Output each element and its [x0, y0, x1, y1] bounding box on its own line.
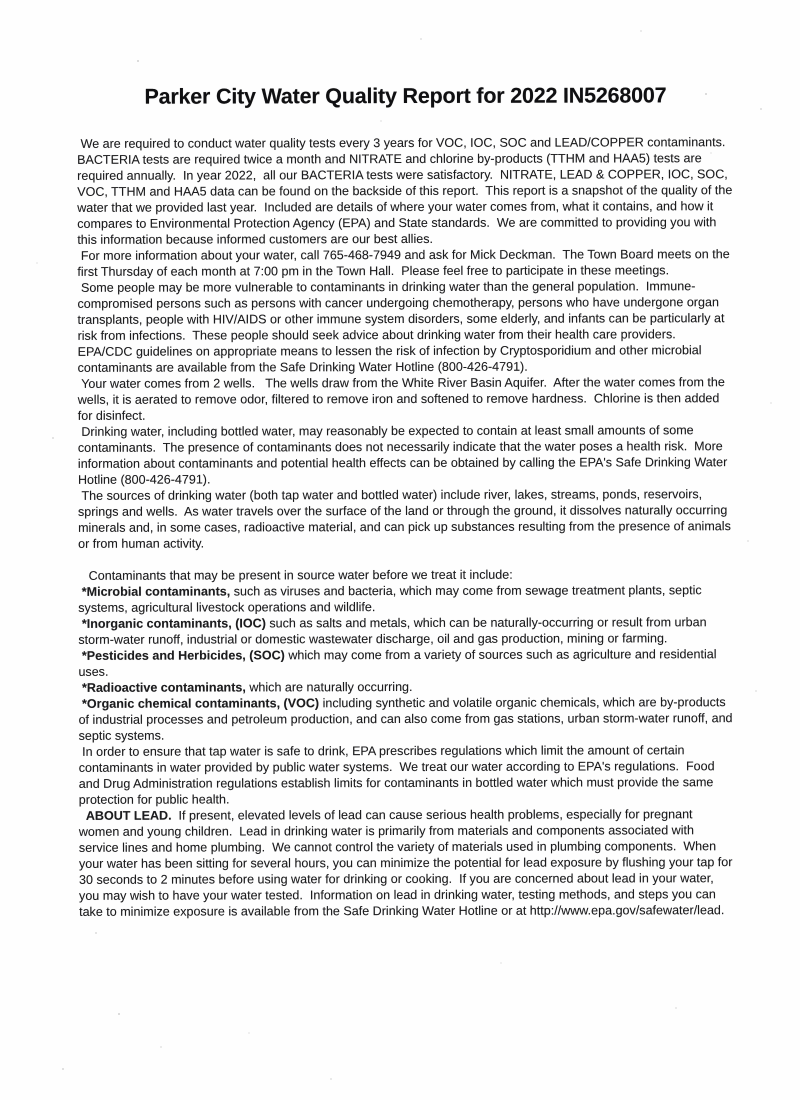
paragraph-segment-bold: *Pesticides and Herbicides, (SOC)	[78, 648, 285, 663]
paragraph	[78, 374, 735, 424]
paragraph	[79, 694, 736, 744]
paragraph-segment: Your water comes from 2 wells. The wells draw from the White River Basin Aquifer. After the water comes from the wells, it is aerated to remove odor, filtered to remove iron and softened to remove hardness. Chlorine is then added for disinfect.	[77, 375, 729, 423]
paragraph	[78, 646, 735, 680]
paragraph-segment: such as salts and metals, which can be naturally-occurring or result from urban storm-water runoff, industrial or domestic wastewater discharge, oil and gas production, mining or farming.	[78, 615, 711, 647]
paragraph-segment-bold: *Microbial contaminants,	[78, 584, 231, 599]
paragraph	[78, 566, 735, 584]
page-title: Parker City Water Quality Report for 2022 IN5268007	[144, 83, 667, 109]
paragraph	[78, 582, 735, 616]
paragraph-segment: which are naturally occurring.	[245, 679, 413, 695]
paragraph-segment-bold: ABOUT LEAD.	[78, 808, 172, 823]
paragraph-segment-bold: *Inorganic contaminants, (IOC)	[78, 616, 266, 631]
paragraph-segment: Contaminants that may be present in source water before we treat it include:	[78, 567, 513, 583]
paragraph-segment-bold: *Radioactive contaminants,	[78, 680, 246, 695]
paragraph	[77, 246, 734, 280]
paragraph	[79, 806, 736, 920]
paragraph	[78, 422, 735, 488]
paragraph-segment-bold: *Organic chemical contaminants, (VOC)	[78, 696, 320, 711]
paragraph	[78, 486, 735, 552]
paragraph	[78, 678, 735, 696]
paragraph-segment: For more information about your water, call 765-468-7949 and ask for Mick Deckman. The Town Board meets on the first Thursday of each month at 7:00 pm in the Town Hall. Please feel free to participate in these meetings.	[77, 247, 734, 279]
paragraph-segment: We are required to conduct water quality tests every 3 years for VOC, IOC, SOC and LEAD/COPPER contaminants. BACTERIA tests are required twice a month and NITRATE and chlorine by-products (TTHM and HAA5) tests are required annually. In year 2022, all our BACTERIA tests were satisfactory. NITRATE, LEAD & COPPER, IOC, SOC, VOC, TTHM and HAA5 data can be found on the backside of this report. This report is a snapshot of the quality of the water that we provided last year. Included are details of where your water comes from, what it contains, and how it compares to Environmental Protection Agency (EPA) and State standards. We are committed to providing you with this information because informed customers are our best allies.	[77, 135, 736, 247]
paragraph-segment: If present, elevated levels of lead can cause serious health problems, especially for pregnant women and young children. Lead in drinking water is primarily from materials and components associated with service lines and home plumbing. We cannot control the variety of materials used in plumbing components. When your water has been sitting for several hours, you can minimize the potential for lead exposure by flushing your tap for 30 seconds to 2 minutes before using water for drinking or cooking. If you are concerned about lead in your water, you may wish to have your water tested. Information on lead in drinking water, testing methods, and steps you can take to minimize exposure is available from the Safe Drinking Water Hotline or at http://www.epa.gov/safewater/lead.	[78, 807, 736, 919]
paragraph-segment: Drinking water, including bottled water, may reasonably be expected to contain at least small amounts of some contaminants. The presence of contaminants does not necessarily indicate that the water poses a health risk. More information about contaminants and potential health effects can be obtained by calling the EPA's Safe Drinking Water Hotline (800-426-4791).	[77, 423, 731, 487]
paragraph	[79, 742, 736, 808]
paragraph-segment: including synthetic and volatile organic chemicals, which are by-products of industrial processes and petroleum production, and can also come from gas stations, urban storm-water runoff, and septic systems.	[78, 695, 737, 743]
paragraph-segment: In order to ensure that tap water is safe to drink, EPA prescribes regulations which limit the amount of certain contaminants in water provided by public water systems. We treat our water according to EPA's regulations. Food and Drug Administration regulations establish limits for contaminants in bottled water which must provide the same protection for public health.	[78, 743, 719, 807]
paragraph-segment: The sources of drinking water (both tap water and bottled water) include river, lakes, streams, ponds, reservoirs, springs and wells. As water travels over the surface of the land or through the ground, it dissolves naturally occurring minerals and, in some cases, radioactive material, and can pick up substances resulting from the presence of animals or from human activity.	[77, 487, 735, 551]
paragraph-segment: such as viruses and bacteria, which may come from sewage treatment plants, septic systems, agricultural livestock operations and wildlife.	[78, 583, 706, 615]
scan-noise	[0, 0, 2, 2]
paragraph	[78, 614, 735, 648]
paragraph-segment: which may come from a variety of sources such as agriculture and residential uses.	[78, 647, 721, 679]
paragraph	[77, 278, 734, 376]
paragraph-list	[77, 134, 736, 920]
paragraph-segment: Some people may be more vulnerable to contaminants in drinking water than the general population. Immune-compromised persons such as persons with cancer undergoing chemotherapy, persons who have undergone organ transplants, people with HIV/AIDS or other immune system disorders, some elderly, and infants can be particularly at risk from infections. These people should seek advice about drinking water from their health care providers. EPA/CDC guidelines on appropriate means to lessen the risk of infection by Cryptosporidium and other microbial contaminants are available from the Safe Drinking Water Hotline (800-426-4791).	[77, 279, 728, 375]
paragraph	[77, 134, 734, 248]
document-content	[77, 83, 736, 920]
